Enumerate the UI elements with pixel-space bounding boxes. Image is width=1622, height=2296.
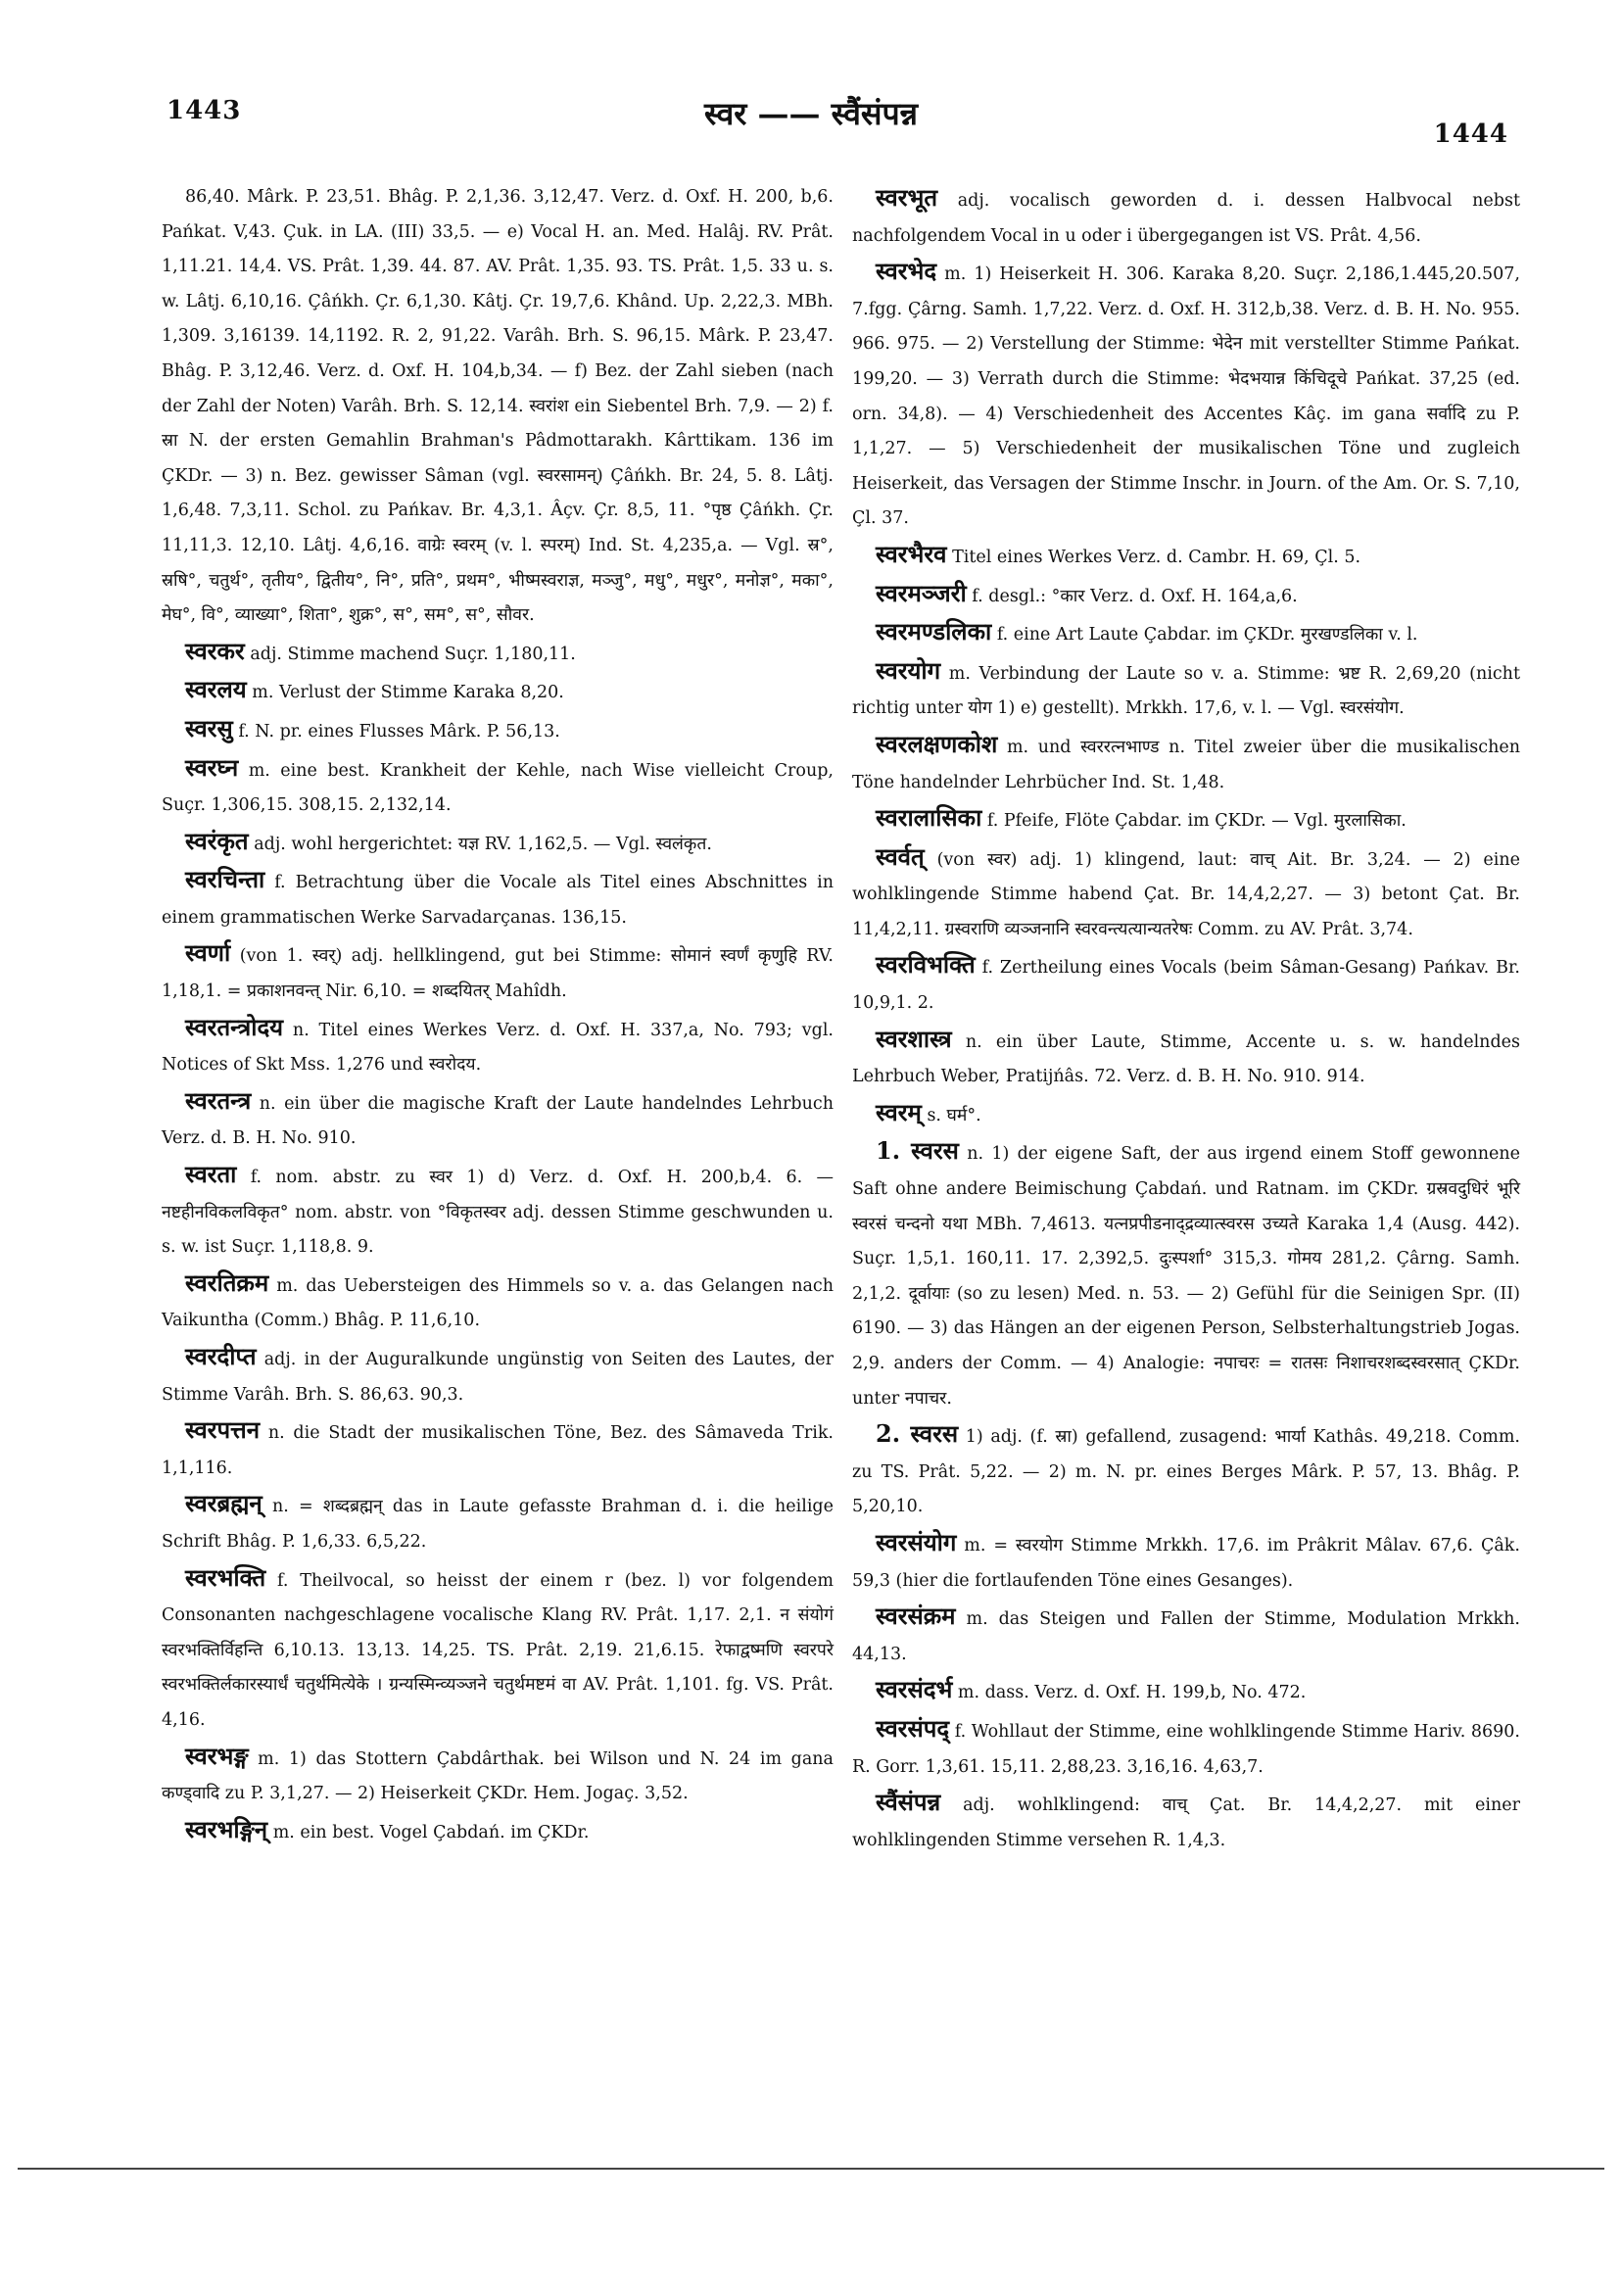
entry-text: m. dass. Verz. d. Oxf. H. 199,b, No. 472.: [957, 1683, 1307, 1703]
dictionary-entry: [162, 672, 834, 711]
entry-text: s. घर्म°.: [927, 1105, 981, 1125]
dictionary-entry: [162, 1560, 834, 1739]
entry-text: n. die Stadt der musikalischen Töne, Bez. des Sâmaveda Trik. 1,1,116.: [162, 1423, 834, 1478]
entry-headword: स्वरता: [185, 1160, 237, 1189]
entry-text: adj. Stimme machend Suçr. 1,180,11.: [250, 644, 576, 664]
dictionary-entry: [852, 1599, 1520, 1672]
entry-text: adj. in der Auguralkunde ungünstig von Seiten des Lautes, der Stimme Varâh. Brh. S. 86,63. 90,3.: [162, 1350, 834, 1405]
dictionary-entry: [162, 1266, 834, 1339]
entry-headword: स्वरभक्ति: [185, 1562, 266, 1592]
entry-text: f. N. pr. eines Flusses Mârk. P. 56,13.: [238, 721, 560, 741]
entry-text: m. das Steigen und Fallen der Stimme, Modulation Mrkkh. 44,13.: [852, 1609, 1520, 1664]
entry-headword: 1. स्वरस: [876, 1136, 959, 1166]
dictionary-entry: [162, 180, 834, 634]
dictionary-entry: [852, 1672, 1520, 1711]
entry-text: n. = शब्दब्रह्मन् das in Laute gefasste Brahman d. i. die heilige Schrift Bhâg. P. 1,6,33. 6,5,22.: [162, 1497, 834, 1552]
entry-text: (von स्वर) adj. 1) klingend, laut: वाच् Ait. Br. 3,24. — 2) eine wohlklingende Stimme habend Çat. Br. 14,4,2,27. — 3) betont Çat. Br. 11,4,2,11. ग्रस्वराणि व्यञ्जनानि स्वरवन्त्यत्यान्यतरेषः Comm. zu AV. Prât. 3,74.: [852, 849, 1520, 939]
entry-headword: स्वरसंयोग: [876, 1527, 957, 1556]
dictionary-entry: [162, 634, 834, 673]
entry-headword: स्वरसंपद्: [876, 1713, 950, 1743]
entry-headword: स्वरविभक्ति: [876, 950, 976, 980]
entry-headword: स्वर्णा: [185, 938, 231, 968]
entry-text: m. 1) Heiserkeit H. 306. Karaka 8,20. Suçr. 2,186,1.445,20.507, 7.fgg. Çârng. Samh. 1,7,22. Verz. d. Oxf. H. 312,b,38. Verz. d. B. H. No. 955. 966. 975. — 2) Verstellung der Stimme: भेदेन mit verstellter Stimme Pańkat. 199,20. — 3) Verrath durch die Stimme: भेदभयान्न किंचिदूचे Pańkat. 37,25 (ed. orn. 34,8). — 4) Verschiedenheit des Accentes Kâç. im gana सर्वादि zu P. 1,1,27. — 5) Verschiedenheit der musikalischen Töne und zugleich Heiserkeit, das Versagen der Stimme Inschr. in Journ. of the Am. Or. S. 7,10, Çl. 37.: [852, 264, 1520, 529]
entry-headword: स्वरतिक्रम: [185, 1268, 269, 1297]
entry-text: m. eine best. Krankheit der Kehle, nach Wise vielleicht Croup, Suçr. 1,306,15. 308,15. 2,132,14.: [162, 760, 834, 816]
entry-headword: स्वरभेद: [876, 257, 937, 286]
entry-text: m. Verbindung der Laute so v. a. Stimme: भ्रष्ट R. 2,69,20 (nicht richtig unter योग 1) e) gestellt). Mrkkh. 17,6, v. l. — Vgl. स्वरसंयोग.: [852, 663, 1520, 719]
page-title: स्वर —— स्वैंसंपन्न: [704, 95, 918, 132]
entry-text: 1) adj. (f. स्रा) gefallend, zusagend: भार्या Kathâs. 49,218. Comm. zu TS. Prât. 5,22. — 2) m. N. pr. eines Berges Mârk. P. 57, 13. Bhâg. P. 5,20,10.: [852, 1427, 1520, 1517]
entry-headword: स्वरसंदर्भ: [876, 1675, 953, 1704]
entry-headword: स्वरभैरव: [876, 539, 947, 568]
dictionary-entry: [162, 1010, 834, 1083]
entry-headword: स्वरंकृत: [185, 826, 249, 855]
entry-headword: स्वरभूत: [876, 183, 938, 212]
entry-headword: स्वरसंक्रम: [876, 1602, 956, 1631]
dictionary-entry: [162, 1083, 834, 1157]
entry-text: n. ein über Laute, Stimme, Accente u. s. w. handelndes Lehrbuch Weber, Pratijńâs. 72. Verz. d. B. H. No. 910. 914.: [852, 1031, 1520, 1087]
entry-text: m. und स्वररत्नभाण्ड n. Titel zweier über die musikalischen Töne handelnder Lehrbücher Ind. St. 1,48.: [852, 737, 1520, 792]
dictionary-entry: [852, 1416, 1520, 1525]
dictionary-entry: [162, 1739, 834, 1812]
dictionary-entry: [852, 653, 1520, 727]
entry-headword: स्वरकर: [185, 636, 245, 665]
dictionary-entry: [852, 614, 1520, 653]
entry-headword: स्वरसु: [185, 713, 233, 742]
entry-headword: स्वरतन्त्रोदय: [185, 1012, 284, 1041]
dictionary-entry: [852, 537, 1520, 576]
entry-text: f. Wohllaut der Stimme, eine wohlklingende Stimme Hariv. 8690. R. Gorr. 1,3,61. 15,11. 2,88,23. 3,16,16. 4,63,7.: [852, 1721, 1520, 1777]
entry-headword: स्वरपत्तन: [185, 1415, 261, 1445]
dictionary-entry: [162, 711, 834, 750]
entry-text: n. 1) der eigene Saft, der aus irgend einem Stoff gewonnene Saft ohne andere Beimischung Çabdań. und Ratnam. im ÇKDr. ग्रस्रवदुधिरं भूरि स्वरसं चन्दनो यथा MBh. 7,4613. यत्नप्रपीडनाद्द्रव्यात्स्वरस उच्यते Karaka 1,4 (Ausg. 442). Suçr. 1,5,1. 160,11. 17. 2,392,5. दुःस्पर्शा° 315,3. गोमय 281,2. Çârng. Samh. 2,1,2. दूर्वायाः (so zu lesen) Med. n. 53. — 2) Gefühl für die Seinigen Spr. (II) 6190. — 3) das Hängen an der eigenen Person, Selbsterhaltungstrieb Jogas. 2,9. anders der Comm. — 4) Analogie: नपाचरः = रातसः निशाचरशब्दस्वरसात् ÇKDr. unter नपाचर.: [852, 1144, 1520, 1409]
entry-text: n. ein über die magische Kraft der Laute handelndes Lehrbuch Verz. d. B. H. No. 910.: [162, 1093, 834, 1149]
entry-text: f. desgl.: °कार Verz. d. Oxf. H. 164,a,6.: [972, 586, 1298, 606]
dictionary-entry: [852, 839, 1520, 948]
entry-text: m. 1) das Stottern Çabdârthak. bei Wilson und N. 24 im gana कण्ड्वादि zu P. 3,1,27. — 2) Heiserkeit ÇKDr. Hem. Jogaç. 3,52.: [162, 1748, 834, 1804]
dictionary-entry: [852, 254, 1520, 537]
right-column: [852, 180, 1520, 1858]
entry-headword: स्वरघ्न: [185, 752, 239, 782]
entry-text: f. Pfeife, Flöte Çabdar. im ÇKDr. — Vgl. मुरलासिका.: [986, 811, 1407, 832]
dictionary-entry: [852, 1133, 1520, 1416]
dictionary-entry: [162, 1486, 834, 1559]
entry-text: m. das Uebersteigen des Himmels so v. a. das Gelangen nach Vaikuntha (Comm.) Bhâg. P. 11,6,10.: [162, 1275, 834, 1331]
entry-headword: स्वरभङ्ग: [185, 1741, 249, 1770]
entry-headword: स्वरलक्षणकोश: [876, 729, 998, 758]
dictionary-entry: [852, 1785, 1520, 1858]
entry-headword: स्वैंसंपन्न: [876, 1788, 941, 1817]
dictionary-entry: [162, 862, 834, 935]
entry-text: 86,40. Mârk. P. 23,51. Bhâg. P. 2,1,36. 3,12,47. Verz. d. Oxf. H. 200, b,6. Pańkat. V,43. Çuk. in LA. (III) 33,5. — e) Vocal H. an. Med. Halâj. RV. Prât. 1,11.21. 14,4. VS. Prât. 1,39. 44. 87. AV. Prât. 1,35. 93. TS. Prât. 1,5. 33 u. s. w. Lâtj. 6,10,16. Çâńkh. Çr. 6,1,30. Kâtj. Çr. 19,7,6. Khând. Up. 2,22,3. MBh. 1,309. 3,16139. 14,1192. R. 2, 91,22. Varâh. Brh. S. 96,15. Mârk. P. 23,47. Bhâg. P. 3,12,46. Verz. d. Oxf. H. 104,b,34. — f) Bez. der Zahl sieben (nach der Zahl der Noten) Varâh. Brh. S. 12,14. स्वरांश ein Siebentel Brh. 7,9. — 2) f. स्रा N. der ersten Gemahlin Brahman's Pâdmottarakh. Kârttikam. 136 im ÇKDr. — 3) n. Bez. gewisser Sâman (vgl. स्वरसामन्) Çâńkh. Br. 24, 5. 8. Lâtj. 1,6,48. 7,3,11. Schol. zu Pańkav. Br. 4,3,1. Âçv. Çr. 8,5, 11. °पृष्ठ Çâńkh. Çr. 11,11,3. 12,10. Lâtj. 4,6,16. वाग्रेः स्वरम् (v. l. स्परम्) Ind. St. 4,235,a. — Vgl. स्र°, स्रषि°, चतुर्थ°, तृतीय°, द्वितीय°, नि°, प्रति°, प्रथम°, भीष्मस्वराज्ञ, मञ्जु°, मधु°, मधुर°, मनोज्ञ°, मका°, मेघ°, वि°, व्याख्या°, शिता°, शुक्र°, स°, सम°, स°, सौवर.: [162, 187, 834, 626]
entry-text: m. = स्वरयोग Stimme Mrkkh. 17,6. im Prâkrit Mâlav. 67,6. Çâk. 59,3 (hier die fortlaufenden Töne eines Gesanges).: [852, 1535, 1520, 1591]
entry-headword: स्वरमण्डलिका: [876, 617, 992, 646]
entry-headword: स्वरमञ्जरी: [876, 578, 967, 607]
dictionary-entry: [852, 1711, 1520, 1785]
entry-text: adj. wohlklingend: वाच् Çat. Br. 14,4,2,27. mit einer wohlklingenden Stimme versehen R. 1,4,3.: [852, 1795, 1520, 1850]
entry-text: m. Verlust der Stimme Karaka 8,20.: [252, 683, 564, 703]
entry-headword: स्वरतन्त्र: [185, 1085, 252, 1115]
entry-text: adj. wohl hergerichtet: यज्ञ RV. 1,162,5. — Vgl. स्वलंकृत.: [254, 834, 712, 854]
entry-text: f. eine Art Laute Çabdar. im ÇKDr. मुरखण्डलिका v. l.: [996, 625, 1418, 646]
entry-headword: स्वरदीप्त: [185, 1342, 257, 1370]
entry-headword: स्वर्वत्: [876, 841, 925, 871]
dictionary-entry: [852, 180, 1520, 254]
dictionary-entry: [852, 1022, 1520, 1095]
entry-text: Titel eines Werkes Verz. d. Cambr. H. 69, Çl. 5.: [952, 547, 1361, 567]
dictionary-entry: [852, 947, 1520, 1021]
entry-headword: स्वरम्: [876, 1097, 922, 1126]
dictionary-entry: [162, 750, 834, 824]
entry-text: f. Betrachtung über die Vocale als Titel eines Abschnittes in einem grammatischen Werke Sarvadarçanas. 136,15.: [162, 873, 834, 928]
page-number-left: 1443: [167, 96, 242, 125]
entry-text: (von 1. स्वर्) adj. hellklingend, gut bei Stimme: सोमानं स्वर्णं कृणुहि RV. 1,18,1. = प्रकाशनवन्त् Nir. 6,10. = शब्दयितर् Mahîdh.: [162, 946, 834, 1002]
entry-text: adj. vocalisch geworden d. i. dessen Halbvocal nebst nachfolgendem Vocal in u oder i übergegangen ist VS. Prât. 4,56.: [852, 191, 1520, 246]
dictionary-entry: [162, 1412, 834, 1486]
dictionary-entry: [162, 1157, 834, 1266]
entry-headword: स्वरचिन्ता: [185, 865, 265, 894]
dictionary-entry: [162, 824, 834, 863]
page-number-right: 1444: [1433, 120, 1508, 149]
dictionary-entry: [852, 1095, 1520, 1134]
footer-rule: [18, 2168, 1604, 2170]
dictionary-entry: [162, 935, 834, 1009]
dictionary-entry: [162, 1812, 834, 1851]
dictionary-entry: [852, 800, 1520, 839]
entry-text: f. nom. abstr. zu स्वर 1) d) Verz. d. Oxf. H. 200,b,4. 6. — नष्टहीनविकलविकृत° nom. abstr. von °विकृतस्वर adj. dessen Stimme geschwunden u. s. w. ist Suçr. 1,118,8. 9.: [162, 1168, 834, 1258]
entry-text: f. Theilvocal, so heisst der einem r (bez. l) vor folgendem Consonanten nachgeschlagene vocalische Klang RV. Prât. 1,17. 2,1. न संयोगं स्वरभक्तिर्विहन्ति 6,10.13. 13,13. 14,25. TS. Prât. 2,19. 21,6.15. रेफाद्वष्मणि स्वरपरे स्वरभक्तिर्लकारस्यार्धं चतुर्थमित्येके । ग्रन्यस्मिन्व्यञ्जने चतुर्थमष्टमं वा AV. Prât. 1,101. fg. VS. Prât. 4,16.: [162, 1570, 834, 1730]
entry-text: m. ein best. Vogel Çabdań. im ÇKDr.: [272, 1822, 590, 1842]
dictionary-entry: [852, 576, 1520, 615]
left-column: [162, 180, 834, 1850]
entry-text: n. Titel eines Werkes Verz. d. Oxf. H. 337,a, No. 793; vgl. Notices of Skt Mss. 1,276 und स्वरोदय.: [162, 1020, 834, 1076]
dictionary-entry: [162, 1339, 834, 1412]
entry-headword: 2. स्वरस: [876, 1419, 959, 1449]
entry-text: f. Zertheilung eines Vocals (beim Sâman-Gesang) Pańkav. Br. 10,9,1. 2.: [852, 958, 1520, 1014]
entry-headword: स्वरशास्त्र: [876, 1024, 952, 1053]
dictionary-entry: [852, 1525, 1520, 1599]
entry-headword: स्वरब्रह्मन्: [185, 1489, 262, 1518]
entry-headword: स्वरालासिका: [876, 803, 982, 833]
entry-headword: स्वरयोग: [876, 655, 941, 685]
entry-headword: स्वरभङ्गिन्: [185, 1814, 268, 1843]
entry-headword: स्वरलय: [185, 675, 247, 704]
dictionary-entry: [852, 727, 1520, 800]
